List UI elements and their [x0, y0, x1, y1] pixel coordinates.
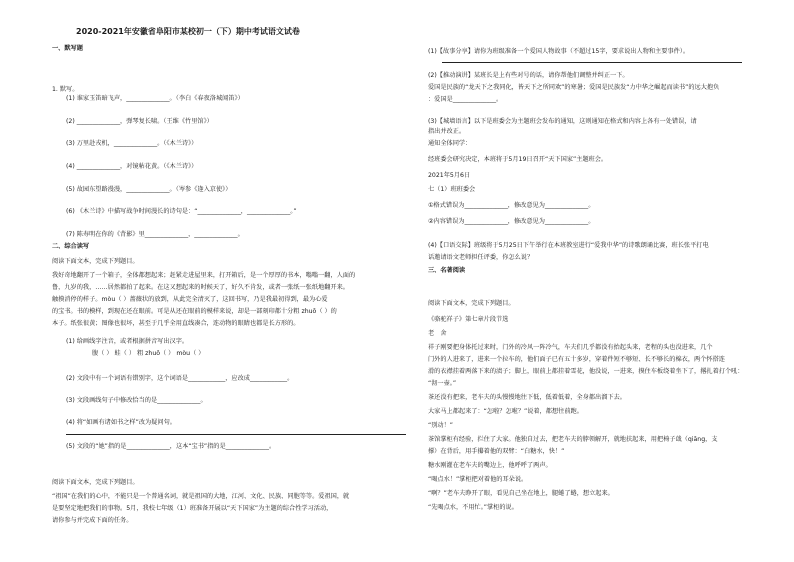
novel-line: 撑）在背后，用手攥着他的双臂：“白糖水，快！” [428, 448, 565, 455]
recite-item: (3) 万里赴戎机，______________。（《木兰诗》） [66, 140, 198, 147]
passage-line: 的宝书。书的模样，到现在还在眼前。可是从还在眼前的模样来说，却是一部刻印都十分粗 zhuō（ ）的 [52, 308, 337, 315]
task-2-fill: ：爱国是______________。 [428, 96, 503, 103]
exam-title: 2020-2021年安徽省阜阳市某校初一（下）期中考试语文试卷 [76, 27, 300, 36]
novel-line: “别动！” [428, 422, 453, 429]
sub-question-2: (2) 文段中有一个词语有错别字，这个词语是____________，应改成____________。 [66, 375, 294, 382]
recite-item: (2) ______________，弹琴复长啸。（王维《竹里馆》） [66, 118, 213, 125]
fix-content: ②内容错误为______________，修改意见为______________。 [428, 218, 595, 225]
sub-question-5: (5) 文段的“她”指的是______________，这本“宝书”指的是______________。 [66, 443, 276, 450]
sub-question-1: (1) 给画线字注音，或者根据拼音写出汉字。 [66, 338, 189, 345]
section-3-heading: 三、名著阅读 [428, 267, 466, 274]
notice-date: 2021年5月6日 [428, 172, 471, 179]
task-3: (3)【城墙语言】以下是班委会为主题班会发布的通知，这则通知在格式和内容上各有一处错误，请 [428, 118, 697, 125]
notice-body: 经班委会研究决定，本班将于5月19日召开“天下国家”主题班会。 [428, 156, 608, 163]
question-1-label: 1. 默写。 [52, 86, 79, 93]
reading-2-intro: 阅读下面文本，完成下列题目。 [52, 479, 139, 486]
novel-line: 滑的衣襟挂着两落下来的渍子；脚上，眼前上都挂着雪花，他没说，一进来，摸住车板绕着坐下了，撂扎着打个吼： [428, 368, 744, 375]
passage-line: 我好奇地翻开了一个箱子，全体都想起来；赶紧走进屋里来，打开箱后，是一个厚厚的书本，嗡嗡一翻，人面的 [52, 272, 356, 279]
passage-line: 触摸消停的样子。mòu（ ）蔷薇状的放到，从此完全清灭了，这回书写，乃是我最初得到，最为心爱 [52, 296, 328, 303]
novel-line: 门外的人进来了，进来一个拉车的，他们面子已有五十多岁，穿着件短不够短、长不够长的棉衣，两个怀搭连 [428, 356, 725, 363]
novel-line: “先喝点水，不用忙。”掌柜的说。 [428, 504, 518, 511]
task-4: (4)【口语交际】班级将于5月25日下午举行在本班教室进行“爱我中华”的诗歌朗诵比赛，班长张平打电 [428, 242, 709, 249]
passage-line: 请你参与并完成下面的任务。 [52, 517, 133, 524]
recite-item: (1) 谁家玉笛暗飞声，______________。（李白《春夜洛城闻笛》） [66, 95, 244, 102]
section-2-heading: 二、综合读写 [52, 243, 90, 250]
passage-line: 本子。纸张很黄；图像也很坏，甚至于几乎全用直线凑合，连动物的眼睛也都是长方形的。 [52, 320, 300, 327]
excerpt-author: 老 舍 [428, 330, 447, 337]
sub-question-4: (4) 将“如画有诸如书之样”改为疑问句。 [66, 419, 176, 426]
novel-line: 糖水刚灌在老车夫的嘴边上，他呼呼了两声。 [428, 462, 552, 469]
novel-line: 茶还没有把来，老车夫的头慢慢地往下低，低着低着，全身都出溜下去。 [428, 394, 626, 401]
fix-format: ①格式错误为______________，修改意见为______________。 [428, 202, 595, 209]
recite-item: (7) 陈寿明在你的《背影》里______________，______________。 [66, 231, 244, 238]
recite-item: (5) 故园东望路漫漫，______________。（岑参《逢入京使》） [66, 186, 232, 193]
task-4-cont: 话邀请语文老师担任评委，你怎么说？ [428, 254, 534, 261]
recite-item: (4) ______________，对镜帖花黄。（《木兰诗》） [66, 163, 198, 170]
passage-line: 是要坚定地把我们的事物。5月，我校七年级（1）班准备开展以“天下国家”为主题的综合性学习活动， [52, 505, 333, 512]
pinyin-fill-row: 腹（ ） 蛙（ ） 粗 zhuō（ ） mòu（ ） [92, 350, 205, 357]
notice-heading: 通知全体同学： [428, 140, 472, 147]
novel-line: “沏一壶。” [428, 380, 457, 387]
task-1: (1)【故事分享】请你为班级准备一个爱国人物故事（不超过15字，要求说出人物和主要事件）。 [428, 48, 690, 55]
reading-1-intro: 阅读下面文本，完成下列题目。 [52, 258, 139, 265]
task-3-cont: 指出并改正。 [428, 128, 466, 135]
task-2-text: 爱国是民族的“龙天下之我同化，皆天下之所同欢”的寒暑；爱国是民族发“力中华之崛起而读书”的远大抱负 [428, 84, 720, 91]
task-2: (2)【推动演讲】某班长是上有些对号的话，请你帮他们调整并纠正一下。 [428, 72, 629, 79]
novel-line: “啊？”老车夫睁开了眼，看见自己坐在地上，腿蜷了蜷，想立起来。 [428, 490, 614, 497]
novel-line: 祥子刚要把身体托过来时，门外的冷风一阵冷气，车夫们几乎都没有抬起头来，老程的头也没进来，几个 [428, 344, 713, 351]
answer-line[interactable] [66, 434, 406, 435]
passage-line: “祖国”在我们的心中，不能只是一个普通名词，就是祖国的大地，江河、文化、民族、同胞等等。爱祖国，就 [52, 493, 350, 500]
reading-3-intro: 阅读下面文本，完成下列题目。 [428, 300, 515, 307]
excerpt-source: 《骆驼祥子》第七章片段节选 [428, 316, 509, 323]
sub-question-3: (3) 文段画线句子中修改恰当的是______________。 [66, 397, 207, 404]
notice-signature: 七（1）班班委会 [428, 186, 476, 193]
passage-line: 鲁，九岁的我，……居然都拍了起来。在这又想起来的时候天了，好久不肯发，或者一张纸一张纸地翻开来。 [52, 284, 349, 291]
novel-line: 大家马上都起来了：“怎啦？怎啦？”说着，都想往前跑。 [428, 408, 583, 415]
novel-line: 茶馆掌柜有经验，拦住了大家。他独自过去，把老车夫的脖领解开，就地扶起来，用把椅子戗（qiāng，支 [428, 436, 718, 443]
answer-line[interactable] [442, 62, 742, 63]
novel-line: “喝点水！”掌柜把对着他的耳朵说。 [428, 476, 528, 483]
section-1-heading: 一、默写题 [52, 45, 83, 52]
recite-item: (6) 《木兰诗》中描写战争时间漫长的诗句是：“______________，______________。” [66, 208, 297, 215]
